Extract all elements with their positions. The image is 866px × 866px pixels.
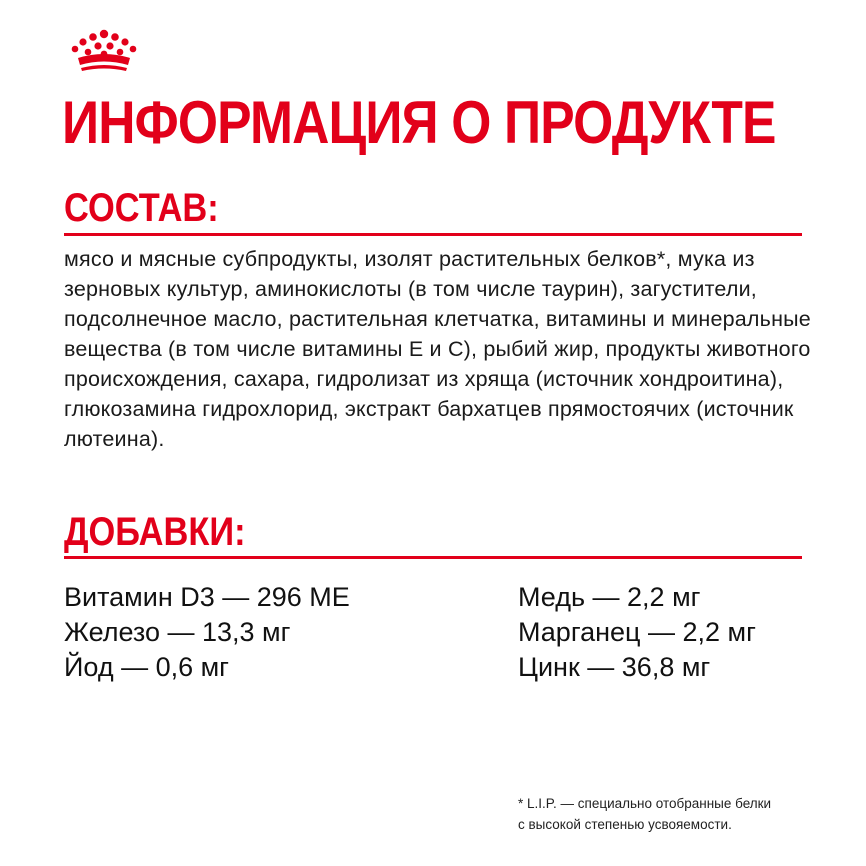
- composition-text: мясо и мясные субпродукты, изолят растительных белков*, мука из зерновых культур, аминокислоты (в том числе таурин), загустители, подсолнечное масло, растительная клетчатка, витамины и минеральные вещества (в том числе витамины Е и С), рыбий жир, продукты животного происхождения, сахара, гидролизат из хряща (источник хондроитина), глюкозамина гидрохлорид, экстракт бархатцев прямостоячих (источник лютеина).: [64, 247, 811, 451]
- additives-list-left: [64, 580, 350, 685]
- additives-divider: [64, 556, 802, 559]
- additive-item: Цинк — 36,8 мг: [518, 652, 711, 682]
- additive-item: Железо — 13,3 мг: [64, 617, 291, 647]
- page-title: ИНФОРМАЦИЯ О ПРОДУКТЕ: [62, 89, 776, 156]
- footnote-line: с высокой степенью усвояемости.: [518, 817, 732, 832]
- composition-heading: СОСТАВ:: [64, 186, 219, 230]
- additives-heading: ДОБАВКИ:: [64, 510, 246, 554]
- additive-item: Медь — 2,2 мг: [518, 582, 701, 612]
- composition-divider: [64, 233, 802, 236]
- additive-item: Марганец — 2,2 мг: [518, 617, 756, 647]
- footnote: [518, 793, 818, 835]
- footnote-line: * L.I.P. — специально отобранные белки: [518, 796, 772, 811]
- additive-item: Витамин D3 — 296 МЕ: [64, 582, 350, 612]
- additive-item: Йод — 0,6 мг: [64, 652, 230, 682]
- crown-icon: [68, 28, 140, 74]
- additives-list-right: [518, 580, 756, 685]
